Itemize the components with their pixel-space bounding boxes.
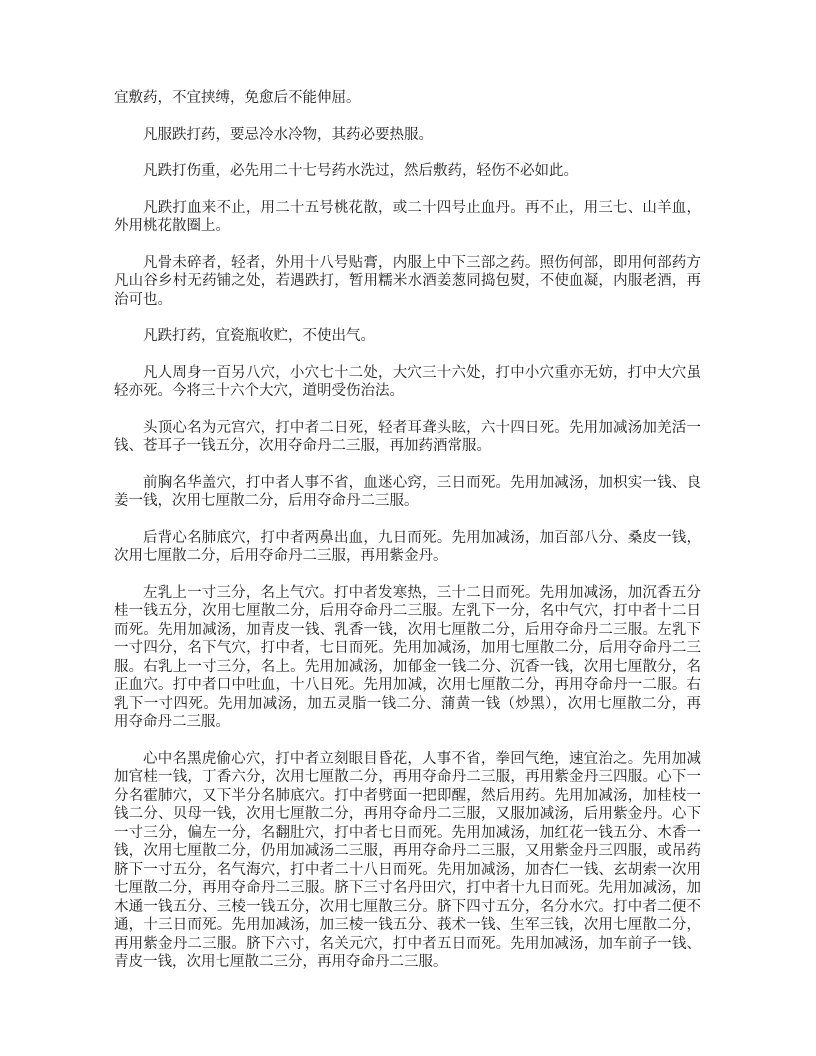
- paragraph-continuation: 宜敷药，不宜挟缚，免愈后不能伸屈。: [114, 90, 361, 106]
- paragraph: 凡人周身一百另八穴，小穴七十二处，大穴三十六处，打中小穴重亦无妨，打中大穴虽轻亦死。今将三十六个大穴，道明受伤治法。: [114, 364, 701, 399]
- paragraph: 凡骨未碎者，轻者，外用十八号贴膏，内服上中下三部之药。照伤何部，即用何部药方凡山谷乡村无药铺之处，若遇跌打，暂用糯米水酒姜葱同捣包熨，不使血凝，内服老酒，再治可也。: [114, 254, 701, 308]
- paragraph: 心中名黑虎偷心穴，打中者立刻眼目昏花，人事不省，拳回气绝，速宜治之。先用加减加官桂一钱，丁香六分，次用七厘散二分，再用夺命丹二三服，再用紫金丹三四服。心下一分名霍肺穴，又下半分名肺底穴。打中者劈面一把即醒，然后用药。先用加减汤，加桂枝一钱二分、贝母一钱，次用七厘散二分，再用夺命丹二三服，又服加减汤，后用紫金丹。心下一寸三分，偏左一分，名翻肚穴，打中者七日而死。先用加减汤，加红花一钱五分、木香一钱，次用七厘散二分，仍用加减汤二三服，再用夺命丹二三服，又用紫金丹三四服，或吊药脐下一寸五分，名气海穴，打中者二十八日而死。先用加减汤，加杏仁一钱、玄胡索一次用七厘散二分，再用夺命丹二三服。脐下三寸名丹田穴，打中者十九日而死。先用加减汤，加木通一钱五分、三棱一钱五分，次用七厘散三分。脐下四寸五分，名分水穴。打中者二便不通，十三日而死。先用加减汤，加三棱一钱五分、莪术一钱、生军三钱，次用七厘散二分，再用紫金丹二三服。脐下六寸，名关元穴，打中者五日而死。先用加减汤，加车前子一钱、青皮一钱，次用七厘散二三分，再用夺命丹二三服。: [114, 750, 701, 970]
- paragraph: 凡跌打伤重，必先用二十七号药水洗过，然后敷药，轻伤不必如此。: [143, 163, 578, 179]
- paragraph: 凡跌打药，宜瓷瓶收贮，不使出气。: [143, 328, 375, 344]
- document-text-body: [114, 89, 701, 972]
- paragraph: 头顶心名为元宫穴，打中者二日死，轻者耳聋头眩，六十四日死。先用加减汤加羌活一钱、苍耳子一钱五分，次用夺命丹二三服，再加药酒常服。: [114, 419, 701, 454]
- paragraph: 凡跌打血来不止，用二十五号桃花散，或二十四号止血丹。再不止，用三七、山羊血，外用桃花散圈上。: [114, 199, 701, 234]
- paragraph: 前胸名华盖穴，打中者人事不省，血迷心窍，三日而死。先用加减汤，加枳实一钱、良姜一钱，次用七厘散二分，后用夺命丹二三服。: [114, 474, 701, 509]
- paragraph: 凡服跌打药，要忌冷水冷物，其药必要热服。: [143, 126, 433, 143]
- paragraph: 左乳上一寸三分，名上气穴。打中者发寒热，三十二日而死。先用加减汤，加沉香五分桂一钱五分，次用七厘散二分，后用夺命丹二三服。左乳下一分，名中气穴，打中者十二日而死。先用加减汤，加青皮一钱、乳香一钱，次用七厘散二分，后用夺命丹二三服。左乳下一寸四分，名下气穴，打中者，七日而死。先用加减汤，加用七厘散二分，后用夺命丹二三服。右乳上一寸三分，名上。先用加减汤，加郁金一钱二分、沉香一钱，次用七厘散分，名正血穴。打中者口中吐血，十八日死。先用加减，次用七厘散二分，再用夺命丹一二服。右乳下一寸四死。先用加减汤，加五灵脂一钱二分、蒲黄一钱（炒黑），次用七厘散二分，再用夺命丹二三服。: [114, 584, 701, 730]
- paragraph: 后背心名肺底穴，打中者两鼻出血，九日而死。先用加减汤，加百部八分、桑皮一钱，次用七厘散二分，后用夺命丹二三服，再用紫金丹。: [114, 529, 701, 564]
